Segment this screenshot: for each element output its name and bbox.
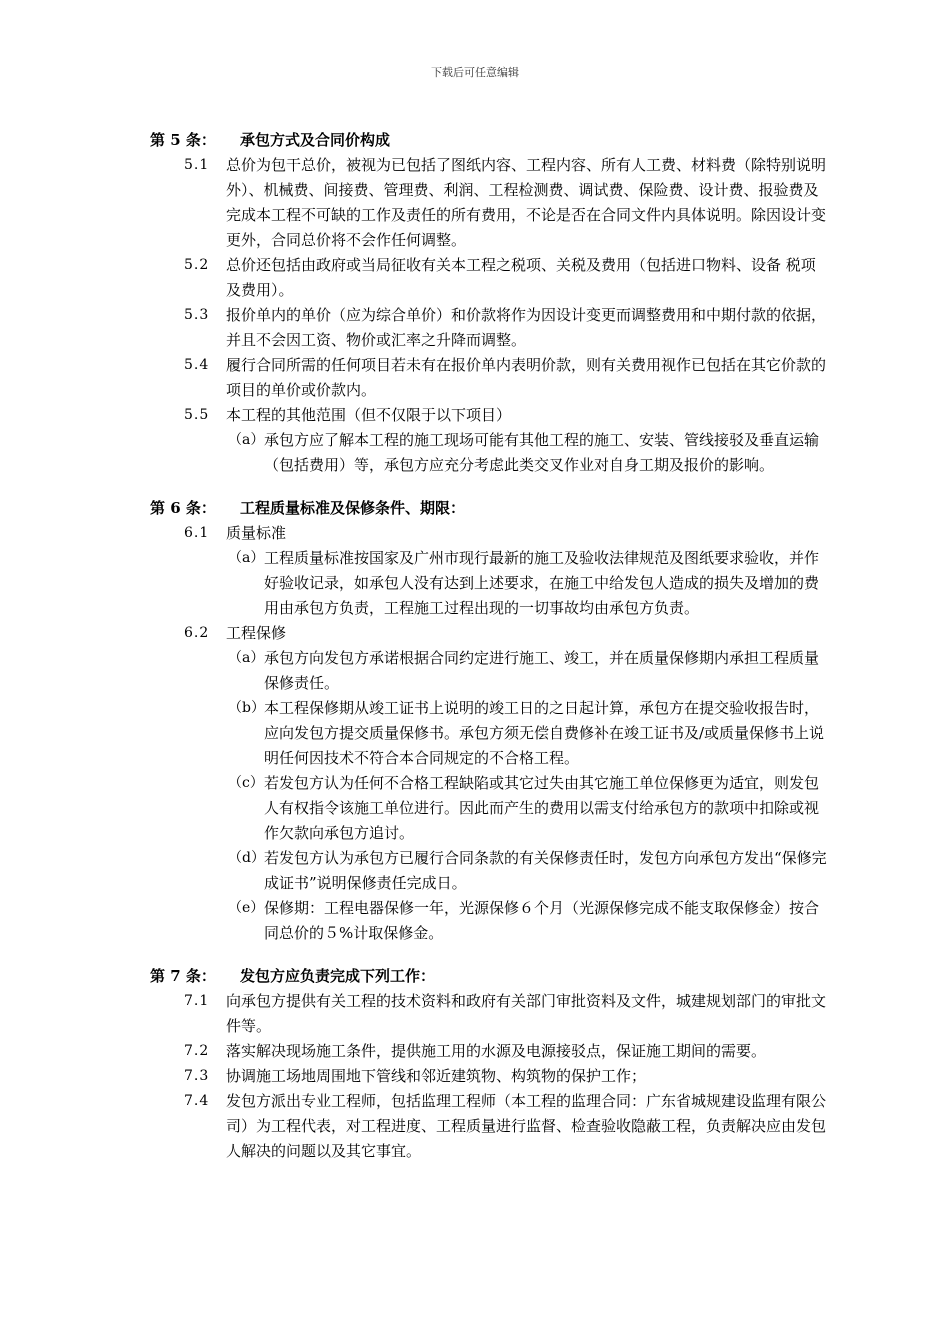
clause-text: 工程保修: [226, 624, 287, 642]
clause: [150, 153, 830, 253]
clause-number: 7.4: [184, 1093, 210, 1109]
article-heading: [150, 496, 830, 521]
clause: [150, 403, 830, 428]
sub-clause-number: （c）: [228, 775, 264, 791]
sub-clause: [150, 846, 830, 896]
clause-number: 5.4: [184, 357, 210, 373]
sub-clause-number: （e）: [228, 900, 265, 916]
clause-number: 5.1: [184, 157, 210, 173]
clause-number: 5.5: [184, 407, 210, 423]
clause: [150, 303, 830, 353]
clause: [150, 353, 830, 403]
section-gap: [150, 946, 830, 960]
clause-text: 总价为包干总价，被视为已包括了图纸内容、工程内容、所有人工费、材料费（除特别说明外）、机械费、间接费、管理费、利润、工程检测费、调试费、保险费、设计费、报验费及完成本工程不可缺的工作及责任的所有费用，不论是否在合同文件内具体说明。除因设计变更外，合同总价将不会作任何调整。: [226, 156, 827, 249]
clause-text: 本工程的其他范围（但不仅限于以下项目）: [226, 406, 512, 424]
clause-number: 6.1: [184, 525, 210, 541]
clause-text: 质量标准: [226, 524, 287, 542]
clause-text: 报价单内的单价（应为综合单价）和价款将作为因设计变更而调整费用和中期付款的依据，并且不会因工资、物价或汇率之升降而调整。: [226, 306, 827, 349]
clause-number: 5.3: [184, 307, 210, 323]
sub-clause-text: 本工程保修期从竣工证书上说明的竣工日的之日起计算，承包方在提交验收报告时，应向发包方提交质量保修书。承包方须无偿自费修补在竣工证书及/或质量保修书上说明任何因技术不符合本合同规定的不合格工程。: [264, 699, 825, 767]
sub-clause-text: 工程质量标准按国家及广州市现行最新的施工及验收法律规范及图纸要求验收，并作好验收记录，如承包人没有达到上述要求，在施工中给发包人造成的损失及增加的费用由承包方负责，工程施工过程出现的一切事故均由承包方负责。: [264, 549, 820, 617]
article-title: 承包方式及合同价构成: [240, 131, 391, 149]
clause-text: 向承包方提供有关工程的技术资料和政府有关部门审批资料及文件，城建规划部门的审批文件等。: [226, 992, 827, 1035]
article-heading: [150, 964, 830, 989]
article-number: 第 6 条：: [150, 499, 216, 517]
clause-number: 7.3: [184, 1068, 210, 1084]
sub-clause-number: （b）: [228, 700, 265, 716]
clause-number: 7.2: [184, 1043, 210, 1059]
sub-clause: [150, 646, 830, 696]
sub-clause: [150, 696, 830, 771]
sub-clause-text: 承包方向发包方承诺根据合同约定进行施工、竣工，并在质量保修期内承担工程质量保修责任。: [264, 649, 820, 692]
page-header: 下载后可任意编辑: [431, 66, 519, 79]
clause: [150, 621, 830, 646]
clause: [150, 521, 830, 546]
clause-number: 6.2: [184, 625, 210, 641]
sub-clause-text: 若发包方认为承包方已履行合同条款的有关保修责任时，发包方向承包方发出“保修完成证书”说明保修责任完成日。: [264, 849, 827, 892]
sub-clause-text: 保修期：工程电器保修一年，光源保修６个月（光源保修完成不能支取保修金）按合同总价的５%计取保修金。: [264, 899, 820, 942]
contract-body: [150, 124, 830, 1164]
sub-clause-text: 承包方应了解本工程的施工现场可能有其他工程的施工、安装、管线接驳及垂直运输（包括费用）等，承包方应充分考虑此类交叉作业对自身工期及报价的影响。: [264, 431, 820, 474]
clause-text: 落实解决现场施工条件，提供施工用的水源及电源接驳点，保证施工期间的需要。: [226, 1042, 767, 1060]
clause-text: 协调施工场地周围地下管线和邻近建筑物、构筑物的保护工作；: [226, 1067, 647, 1085]
article-title: 工程质量标准及保修条件、期限：: [240, 499, 466, 517]
clause: [150, 1039, 830, 1064]
sub-clause: [150, 428, 830, 478]
article-number: 第 5 条：: [150, 131, 216, 149]
sub-clause-number: （a）: [228, 650, 265, 666]
clause: [150, 1064, 830, 1089]
clause-text: 发包方派出专业工程师，包括监理工程师（本工程的监理合同：广东省城规建设监理有限公司）为工程代表，对工程进度、工程质量进行监督、检查验收隐蔽工程，负责解决应由发包人解决的问题以及其它事宜。: [226, 1092, 827, 1160]
sub-clause: [150, 771, 830, 846]
clause: [150, 989, 830, 1039]
section-gap: [150, 478, 830, 492]
sub-clause-number: （a）: [228, 550, 265, 566]
clause-number: 5.2: [184, 257, 210, 273]
clause: [150, 1089, 830, 1164]
sub-clause-number: （a）: [228, 432, 265, 448]
clause-text: 履行合同所需的任何项目若未有在报价单内表明价款，则有关费用视作已包括在其它价款的项目的单价或价款内。: [226, 356, 827, 399]
sub-clause-text: 若发包方认为任何不合格工程缺陷或其它过失由其它施工单位保修更为适宜，则发包人有权指令该施工单位进行。因此而产生的费用以需支付给承包方的款项中扣除或视作欠款向承包方追讨。: [264, 774, 820, 842]
article-title: 发包方应负责完成下列工作：: [240, 967, 436, 985]
article-number: 第 7 条：: [150, 967, 216, 985]
sub-clause: [150, 546, 830, 621]
clause: [150, 253, 830, 303]
clause-number: 7.1: [184, 993, 210, 1009]
clause-text: 总价还包括由政府或当局征收有关本工程之税项、关税及费用（包括进口物料、设备 税项及费用）。: [226, 256, 816, 299]
sub-clause: [150, 896, 830, 946]
sub-clause-number: （d）: [228, 850, 265, 866]
article-heading: [150, 128, 830, 153]
